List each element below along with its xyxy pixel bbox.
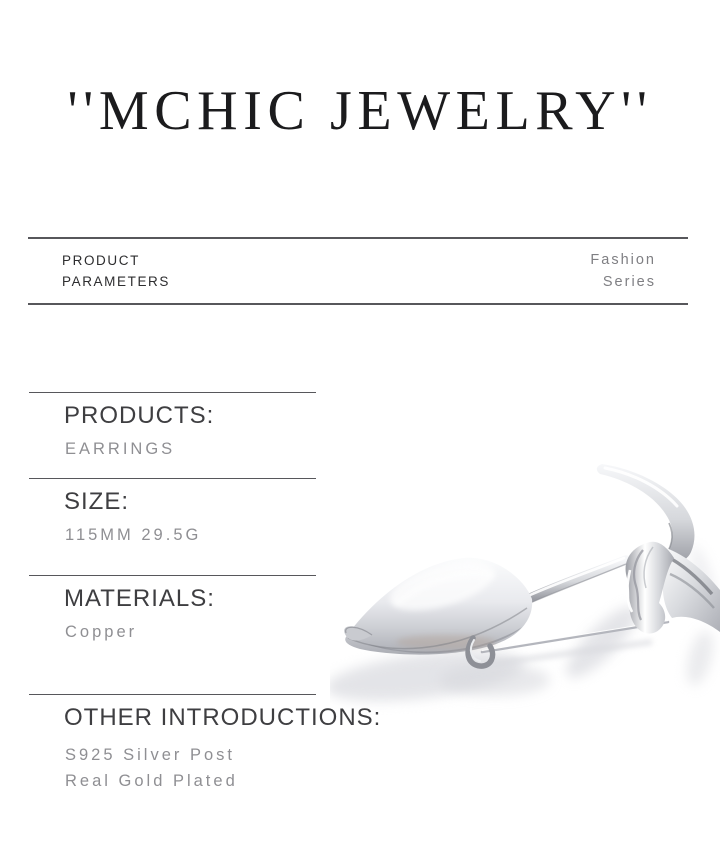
section-materials-value: Copper <box>65 623 138 641</box>
section-size <box>29 478 316 548</box>
section-size-value: 115MM 29.5G <box>65 526 202 544</box>
product-photo <box>330 428 720 720</box>
tulip-bud <box>344 552 532 655</box>
banner-left-text <box>62 250 170 292</box>
product-parameters-banner <box>28 237 688 305</box>
section-size-heading: SIZE: <box>64 488 130 515</box>
section-other-value-2: Real Gold Plated <box>65 772 238 790</box>
banner-left-line2: PARAMETERS <box>62 274 171 289</box>
lower-stem <box>528 558 626 603</box>
section-products <box>29 392 316 462</box>
banner-right-text <box>590 249 656 293</box>
section-materials <box>29 575 316 645</box>
banner-left-line1: PRODUCT <box>62 253 140 268</box>
banner-right-line2: Series <box>602 274 656 290</box>
section-materials-heading: MATERIALS: <box>64 585 215 612</box>
section-other-introductions <box>29 694 382 794</box>
section-other-heading: OTHER INTRODUCTIONS: <box>64 704 382 731</box>
section-other-value-1: S925 Silver Post <box>65 746 235 764</box>
section-products-heading: PRODUCTS: <box>64 402 215 429</box>
brand-title: ''MCHIC JEWELRY'' <box>67 80 653 142</box>
section-products-value: EARRINGS <box>65 440 176 458</box>
banner-right-line1: Fashion <box>590 252 656 268</box>
